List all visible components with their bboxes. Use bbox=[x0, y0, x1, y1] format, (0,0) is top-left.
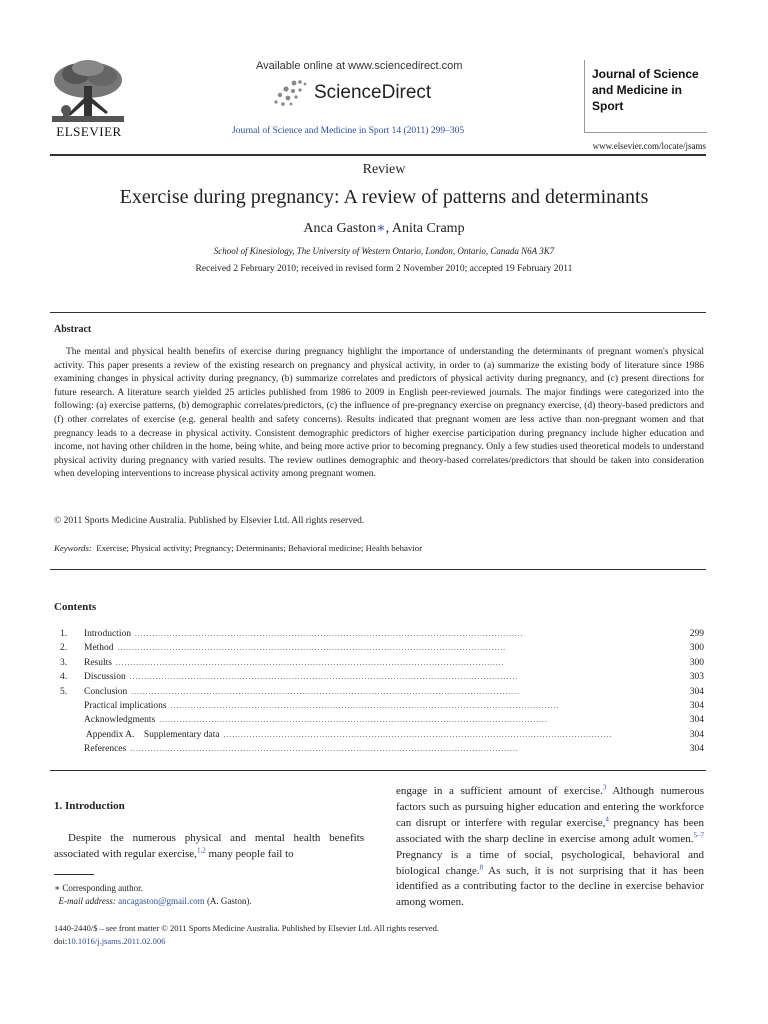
toc-page: 304 bbox=[689, 686, 704, 697]
toc-item[interactable] bbox=[60, 672, 706, 686]
affiliation: School of Kinesiology, The University of Western Ontario, London, Ontario, Canada N6A 3K7 bbox=[213, 246, 555, 256]
toc-leader bbox=[116, 658, 676, 668]
toc-item[interactable] bbox=[60, 687, 706, 701]
toc-number: 1. bbox=[60, 629, 68, 639]
toc-number: 4. bbox=[60, 672, 68, 683]
toc-label: Practical implications bbox=[84, 700, 167, 711]
issn-line: 1440-2440/$ – see front matter © 2011 Sports Medicine Australia. Published by Elsevier Ltd. All rights reserved. bbox=[54, 923, 440, 933]
keywords-label: Keywords: bbox=[54, 543, 92, 553]
intro-text: Pregnancy is a time of social, psychological, behavioral and biological change. bbox=[396, 848, 704, 877]
toc-leader bbox=[171, 701, 676, 711]
intro-paragraph-right bbox=[396, 784, 704, 911]
issn-block bbox=[54, 922, 439, 947]
article-title: Exercise during pregnancy: A review of patterns and determinants bbox=[119, 186, 649, 208]
toc-leader bbox=[135, 629, 676, 639]
toc-label: Results bbox=[84, 657, 112, 668]
toc-leader bbox=[224, 730, 676, 740]
intro-text: Although numerous factors such as pursuing higher education and entering the workforce can disrupt or interfere with regular exercise, bbox=[396, 785, 704, 829]
toc-leader bbox=[130, 744, 676, 754]
email-suffix: (A. Gaston). bbox=[204, 895, 252, 906]
doi-line bbox=[54, 935, 439, 948]
toc-page: 300 bbox=[689, 657, 704, 668]
citation-ref[interactable]: 8 bbox=[479, 862, 484, 871]
section-heading-introduction: 1. Introduction bbox=[54, 800, 125, 812]
citation-ref[interactable]: 5–7 bbox=[693, 831, 704, 840]
footnote-mark: ∗ bbox=[54, 883, 61, 893]
footnote-email-line bbox=[54, 895, 252, 908]
sciencedirect-dots-icon bbox=[272, 79, 308, 107]
toc-page: 299 bbox=[689, 629, 704, 639]
toc-item[interactable] bbox=[60, 701, 706, 715]
toc-label: Appendix A. Supplementary data bbox=[84, 729, 220, 740]
citation-ref[interactable]: 4 bbox=[605, 815, 609, 824]
intro-paragraph-left bbox=[54, 830, 364, 862]
toc-number: 2. bbox=[60, 643, 68, 654]
toc-label: Discussion bbox=[84, 672, 126, 683]
toc-page: 304 bbox=[689, 700, 704, 711]
author-first: Anca Gaston bbox=[303, 221, 377, 236]
keywords-list: Exercise; Physical activity; Pregnancy; Determinants; Behavioral medicine; Health behavior bbox=[96, 543, 423, 553]
abstract-heading: Abstract bbox=[54, 324, 92, 335]
toc-leader bbox=[130, 672, 676, 682]
journal-citation-link[interactable]: Journal of Science and Medicine in Sport 14 (2011) 299–305 bbox=[232, 126, 465, 136]
email-link[interactable]: ancagaston@gmail.com bbox=[118, 895, 205, 906]
toc-label: References bbox=[84, 744, 127, 755]
intro-text: Despite the numerous physical and mental health benefits associated with regular exercise, bbox=[54, 832, 364, 860]
toc-item[interactable] bbox=[60, 643, 706, 657]
toc-page: 304 bbox=[689, 729, 704, 740]
keywords bbox=[54, 543, 422, 553]
article-type: Review bbox=[362, 162, 406, 177]
sciencedirect-logo bbox=[272, 76, 431, 110]
footnote-corresponding bbox=[54, 882, 252, 895]
citation-ref[interactable]: 3 bbox=[602, 783, 607, 792]
toc-number: 5. bbox=[60, 686, 68, 697]
contents-bottom-divider bbox=[50, 770, 706, 771]
available-online: Available online at www.sciencedirect.com bbox=[256, 60, 463, 72]
toc-label: Acknowledgments bbox=[84, 715, 156, 726]
footnote-divider bbox=[54, 874, 94, 875]
toc-page: 300 bbox=[689, 643, 704, 654]
publisher-name: ELSEVIER bbox=[56, 124, 122, 139]
abstract-body: The mental and physical health benefits of exercise during pregnancy highlight the importance of understanding the determinants of pregnant women's physical activity. This paper presents a review of the existing research on pregnancy and physical activity, in order to (a) summarize the existing body of literature since 1986 examining changes in physical activity during pregnancy, (b) summarize correlates and predictors of physical activity during pregnancy, and (c) present directions for future research. A literature search yielded 25 articles published from 1986 to 2009 in English peer-reviewed journals. The major findings were categorized into the following: (a) exercise patterns, (b) demographic correlates/predictors, (c) the influence of pre-pregnancy exercise on pregnancy exercise, (d) theory-based predictors and (f) other correlates of exercise (e.g. general health and safety concerns). Results indicated that pregnant women are less active than non-pregnant women and that pregnancy leads to a decrease in physical activity. Consistent demographic predictors of higher exercise participation during pregnancy include higher education and income, not having other children in the home, being white, and being more active prior to becoming pregnancy. Only a few studies used theoretical models to understand physical activity during pregnancy with varied results. The review outlines demographic and theory-based correlates/predictors that should be taken into consideration when developing interventions to increase physical activity among pregnant women. bbox=[54, 347, 704, 480]
abstract-copyright: © 2011 Sports Medicine Australia. Published by Elsevier Ltd. All rights reserved. bbox=[54, 516, 365, 526]
received-dates: Received 2 February 2010; received in revised form 2 November 2010; accepted 19 February 2011 bbox=[195, 264, 573, 274]
toc-label: Introduction bbox=[84, 629, 131, 639]
toc-item[interactable] bbox=[60, 715, 706, 729]
intro-text: pregnancy has been associated with the sharp decline in exercise among adult women. bbox=[396, 816, 704, 845]
toc-leader bbox=[118, 643, 676, 653]
toc-page: 304 bbox=[689, 715, 704, 726]
footnote bbox=[54, 882, 252, 907]
footnote-label: Corresponding author. bbox=[60, 883, 143, 893]
journal-title: Journal of Science and Medicine in Sport bbox=[592, 67, 699, 113]
intro-text: As such, it is not surprising that it has been identified as a contributing factor to the decline in exercise behavior among women. bbox=[396, 864, 704, 909]
toc-item[interactable] bbox=[60, 730, 706, 744]
author-rest: , Anita Cramp bbox=[385, 221, 465, 236]
abstract-top-divider bbox=[50, 312, 706, 313]
toc-page: 303 bbox=[689, 672, 704, 683]
corresponding-author-mark[interactable]: ∗ bbox=[376, 221, 386, 236]
email-label: E-mail address: bbox=[58, 895, 116, 906]
doi-link[interactable]: 10.1016/j.jsams.2011.02.006 bbox=[67, 935, 166, 946]
authors bbox=[0, 220, 768, 237]
contents-heading: Contents bbox=[54, 601, 97, 613]
sciencedirect-wordmark: ScienceDirect bbox=[314, 82, 432, 103]
toc-page: 304 bbox=[689, 744, 704, 755]
header-divider bbox=[50, 154, 706, 156]
toc-number: 3. bbox=[60, 657, 68, 668]
toc-item[interactable] bbox=[60, 629, 706, 643]
toc-leader bbox=[159, 715, 676, 725]
intro-text: engage in a sufficient amount of exercise. bbox=[396, 785, 603, 797]
toc-label: Method bbox=[84, 643, 114, 654]
toc-label: Conclusion bbox=[84, 686, 128, 697]
table-of-contents bbox=[60, 629, 706, 759]
intro-text: many people fail to bbox=[205, 848, 294, 860]
abstract-bottom-divider bbox=[50, 569, 706, 570]
toc-item[interactable] bbox=[60, 744, 706, 758]
doi-label: doi: bbox=[54, 935, 68, 946]
toc-leader bbox=[131, 687, 676, 697]
citation-ref[interactable]: 1,2 bbox=[196, 846, 206, 855]
toc-item[interactable] bbox=[60, 658, 706, 672]
journal-url[interactable]: www.elsevier.com/locate/jsams bbox=[592, 141, 706, 151]
